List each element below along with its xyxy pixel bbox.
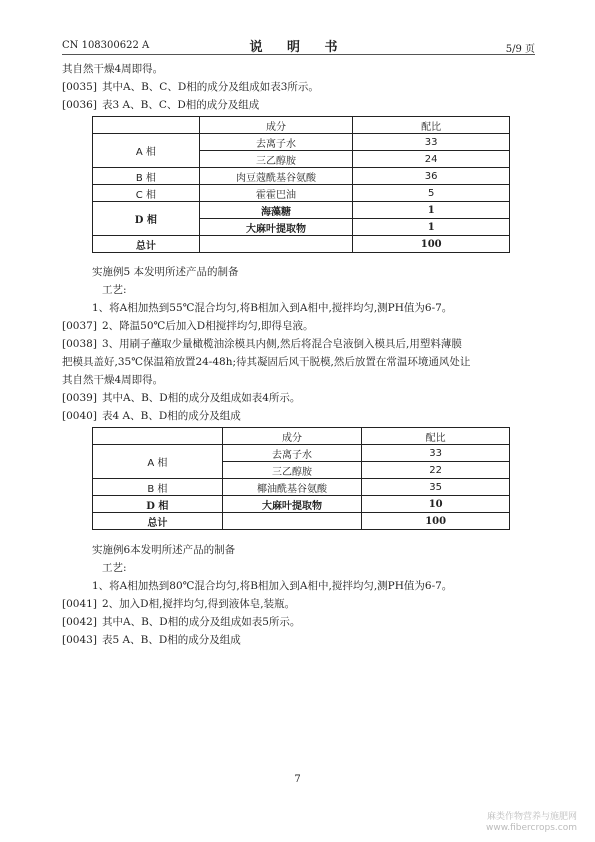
para-text: 2、降温50℃后加入D相搅拌均匀,即得皂液。: [102, 320, 314, 332]
table-caption: 表3 A、B、C、D相的成分及组成: [102, 99, 260, 111]
table-3: [92, 116, 510, 253]
table-cell: [93, 117, 200, 134]
phase-label: A 相: [93, 445, 223, 479]
para-number: [0035]: [62, 81, 97, 93]
para-text: 其中A、B、C、D相的成分及组成如表3所示。: [102, 81, 319, 93]
ingredient: 椰油酰基谷氨酸: [222, 479, 362, 496]
page-header: [62, 36, 535, 55]
para-text: 其中A、B、D相的成分及组成如表5所示。: [102, 616, 301, 628]
para-0038: [62, 338, 462, 351]
watermark-line: 麻类作物营养与施肥网: [486, 812, 577, 822]
para-number: [0037]: [62, 320, 97, 332]
table-cell: [222, 513, 362, 530]
para-number: [0036]: [62, 99, 97, 111]
ingredient: 去离子水: [199, 134, 353, 151]
phase-label: C 相: [93, 185, 200, 202]
phase-label: B 相: [93, 479, 223, 496]
header-rule: [62, 54, 535, 55]
ratio: 22: [362, 462, 510, 479]
para-number: [0039]: [62, 392, 97, 404]
para-text: 2、加入D相,搅拌均匀,得到液体皂,装瓶。: [102, 598, 296, 610]
ratio: 35: [362, 479, 510, 496]
para-0039: [62, 392, 300, 405]
page-number: 7: [294, 774, 301, 785]
example-heading: 实施例5 本发明所述产品的制备: [92, 266, 239, 278]
ingredient: 大麻叶提取物: [199, 219, 353, 236]
table-header: 成分: [199, 117, 353, 134]
total-value: 100: [362, 513, 510, 530]
page-indicator: 5/9 页: [505, 44, 535, 55]
table-4: [92, 427, 510, 530]
step-line: 1、将A相加热到55℃混合均匀,将B相加入到A相中,搅拌均匀,测PH值为6-7。: [92, 302, 453, 314]
para-number: [0043]: [62, 634, 97, 646]
total-value: 100: [353, 236, 510, 253]
ingredient: 去离子水: [222, 445, 362, 462]
ratio: 33: [362, 445, 510, 462]
ratio: 33: [353, 134, 510, 151]
ratio: 24: [353, 151, 510, 168]
process-label: 工艺:: [102, 562, 127, 574]
ratio: 1: [353, 219, 510, 236]
ingredient: 海藻糖: [199, 202, 353, 219]
table-header: 配比: [362, 428, 510, 445]
ratio: 1: [353, 202, 510, 219]
text-line: 其自然干燥4周即得。: [62, 374, 164, 386]
phase-label: D 相: [93, 496, 223, 513]
para-number: [0041]: [62, 598, 97, 610]
table-caption: 表4 A、B、D相的成分及组成: [102, 410, 241, 422]
doc-title: 说 明 书: [249, 40, 348, 55]
para-number: [0040]: [62, 410, 97, 422]
table-header: 成分: [222, 428, 362, 445]
para-0035: [62, 81, 319, 94]
phase-label: D 相: [93, 202, 200, 236]
step-line: 1、将A相加热到80℃混合均匀,将B相加入到A相中,搅拌均匀,测PH值为6-7。: [92, 580, 453, 592]
para-0040: [62, 410, 241, 423]
example-heading: 实施例6本发明所述产品的制备: [92, 544, 236, 556]
table-cell: [199, 236, 353, 253]
ingredient: 三乙醇胺: [199, 151, 353, 168]
para-0043: [62, 634, 241, 647]
para-0041: [62, 598, 295, 611]
para-number: [0042]: [62, 616, 97, 628]
para-number: [0038]: [62, 338, 97, 350]
total-label: 总计: [93, 513, 223, 530]
para-0042: [62, 616, 300, 629]
table-cell: [93, 428, 223, 445]
ratio: 36: [353, 168, 510, 185]
total-label: 总计: [93, 236, 200, 253]
para-0036: [62, 99, 259, 112]
ingredient: 霍霍巴油: [199, 185, 353, 202]
para-text: 其中A、B、D相的成分及组成如表4所示。: [102, 392, 301, 404]
table-header: 配比: [353, 117, 510, 134]
watermark-line: www.fibercrops.com: [486, 823, 577, 833]
ingredient: 肉豆蔻酰基谷氨酸: [199, 168, 353, 185]
process-label: 工艺:: [102, 284, 127, 296]
text-line: 把模具盖好,35℃保温箱放置24-48h;待其凝固后风干脱模,然后放置在常温环境通风处让: [62, 356, 471, 368]
para-0037: [62, 320, 314, 333]
ratio: 5: [353, 185, 510, 202]
ingredient: 大麻叶提取物: [222, 496, 362, 513]
patent-number: CN 108300622 A: [62, 40, 150, 51]
ingredient: 三乙醇胺: [222, 462, 362, 479]
para-text: 3、用刷子蘸取少量橄榄油涂模具内侧,然后将混合皂液倒入模具后,用塑料薄膜: [102, 338, 462, 350]
phase-label: A 相: [93, 134, 200, 168]
phase-label: B 相: [93, 168, 200, 185]
text-line: 其自然干燥4周即得。: [62, 63, 164, 75]
table-caption: 表5 A、B、D相的成分及组成: [102, 634, 241, 646]
ratio: 10: [362, 496, 510, 513]
watermark: [486, 812, 577, 834]
